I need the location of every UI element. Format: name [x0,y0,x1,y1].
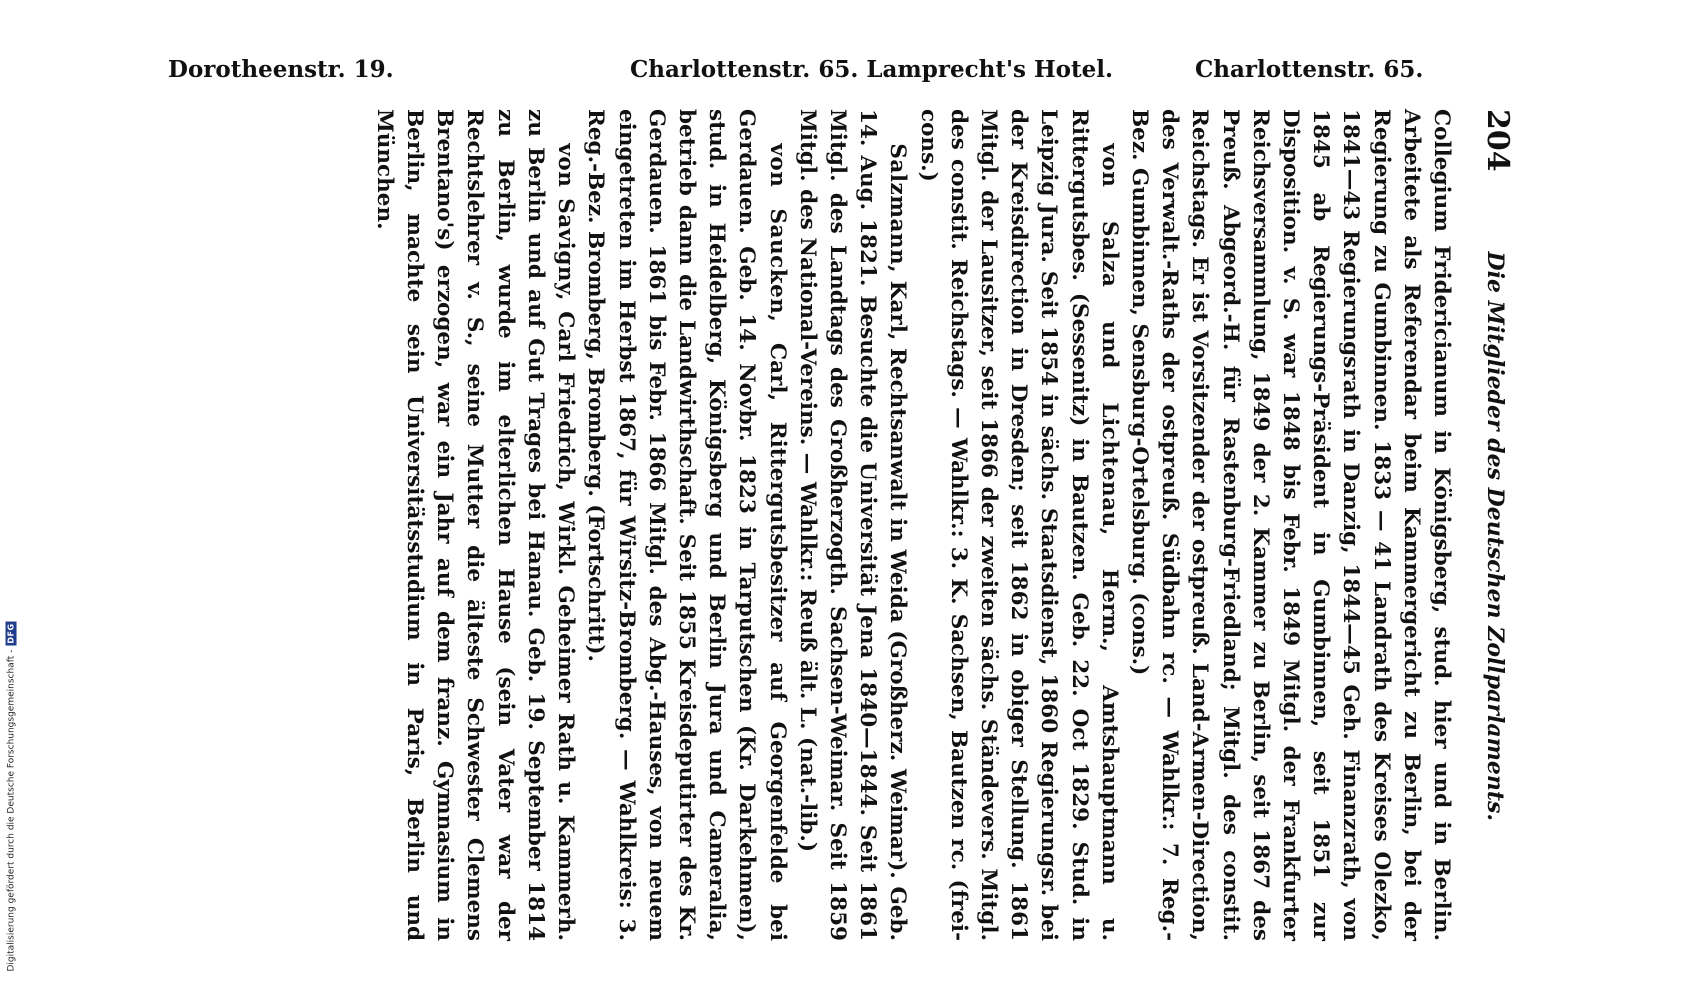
running-head-right: Charlottenstr. 65. [1195,56,1424,83]
entry-paragraph [580,109,791,941]
running-head-center: Charlottenstr. 65. Lamprecht's Hotel. [630,56,1114,83]
entry-name: von Salza und Lichtenau, [1096,143,1122,536]
scanned-page-area [160,95,1520,955]
entry-paragraph [912,109,1123,941]
page-header [1460,109,1515,941]
entry-name: Salzmann, [885,143,911,274]
entry-paragraph [369,109,580,941]
entry-text: Herm., Amtshauptmann u. Rittergutsbes. (Sessenitz) in Bautzen. Geb. 22. Oct 1829. Stud. in Leipzig Jura. Seit 1854 in sächs. Staatsdienst, 1860 Regierungsr. bei der Kreisdirection in Dresden; seit 1862 in obiger Stellung. 1861 Mitgl. der Lausitzer, seit 1866 der zweiten sächs. Ständevers. Mitgl. des constit. Reichstags. — Wahlkr.: 3. K. Sachsen, Bautzen rc. (frei-cons.) [915,109,1122,941]
entry-text: Carl, Rittergutsbesitzer auf Georgenfelde bei Gerdauen. Geb. 14. Novbr. 1823 in Tarputschen (Kr. Darkehmen), stud. in Heidelberg, Königsberg und Berlin Jura und Cameralia, betrieb dann die Landwirthschaft. Seit 1855 Kreisdeputirter des Kr. Gerdauen. 1861 bis Febr. 1866 Mitgl. des Abg.-Hauses, von neuem eingetreten im Herbst 1867, für Wirsitz-Bromberg. — Wahlkreis: 3. Reg.-Bez. Bromberg, Bromberg. (Fortschritt). [583,109,790,941]
digitization-credit [2,600,20,992]
entry-text: Carl Friedrich, Wirkl. Geheimer Rath u. Kammerh. zu Berlin und auf Gut Trages bei Hanau. Geb. 19. September 1814 zu Berlin, wurde im elterlichen Hause (sein Vater war der Rechtslehrer v. S., seine Mutter die älteste Schwester Clemens Brentano's) erzogen, war ein Jahr auf dem franz. Gymnasium in Berlin, machte sein Universitätsstudium in Paris, Berlin und München. [371,109,579,942]
entry-name: von Saucken, [764,143,790,323]
running-heads [0,56,1686,90]
entry-text: Karl, Rechtsanwalt in Weida (Großherz. Weimar). Geb. 14. Aug. 1821. Besuchte die Universität Jena 1840—1844. Seit 1861 Mitgl. des Landtags des Großherzogth. Sachsen-Weimar. Seit 1859 Mitgl. des National-Vereins. — Wahlkr.: Reuß ält. L. (nat.-lib.) [794,109,911,941]
page-number: 204 [1480,109,1515,172]
book-title: Die Mitglieder des Deutschen Zollparlaments. [1482,251,1508,822]
rotated-page [160,95,1520,955]
entry-paragraph [1124,109,1456,941]
entry-name: von Savigny, [553,143,579,301]
entry-paragraph [792,109,913,941]
running-head-left: Dorotheenstr. 19. [168,56,394,83]
dfg-logo: DFG [6,622,16,644]
entry-text: Collegium Fridericianum in Königsberg, stud. hier und in Berlin. Arbeitete als Referendar beim Kammergericht zu Berlin, bei der Regierung zu Gumbinnen. 1833 — 41 Landrath des Kreises Olezko, 1841—43 Regierungsrath in Danzig, 1844—45 Geh. Finanzrath, von 1845 ab Regierungs-Präsident in Gumbinnen, seit 1851 zur Disposition. v. S. war 1848 bis Febr. 1849 Mitgl. der Frankfurter Reichsversammlung, 1849 der 2. Kammer zu Berlin, seit 1867 des Preuß. Abgeord.-H. für Rastenburg-Friedland; Mitgl. des constit. Reichstags. Er ist Vorsitzender der ostpreuß. Land-Armen-Direction, des Verwalt.-Raths der ostpreuß. Südbahn rc. — Wahlkr.: 7. Reg.-Bez. Gumbinnen, Sensburg-Ortelsburg. (cons.) [1126,109,1454,941]
digitization-credit-text: Digitalisierung gefördert durch die Deutsche Forschungsgemeinschaft - [6,649,17,972]
